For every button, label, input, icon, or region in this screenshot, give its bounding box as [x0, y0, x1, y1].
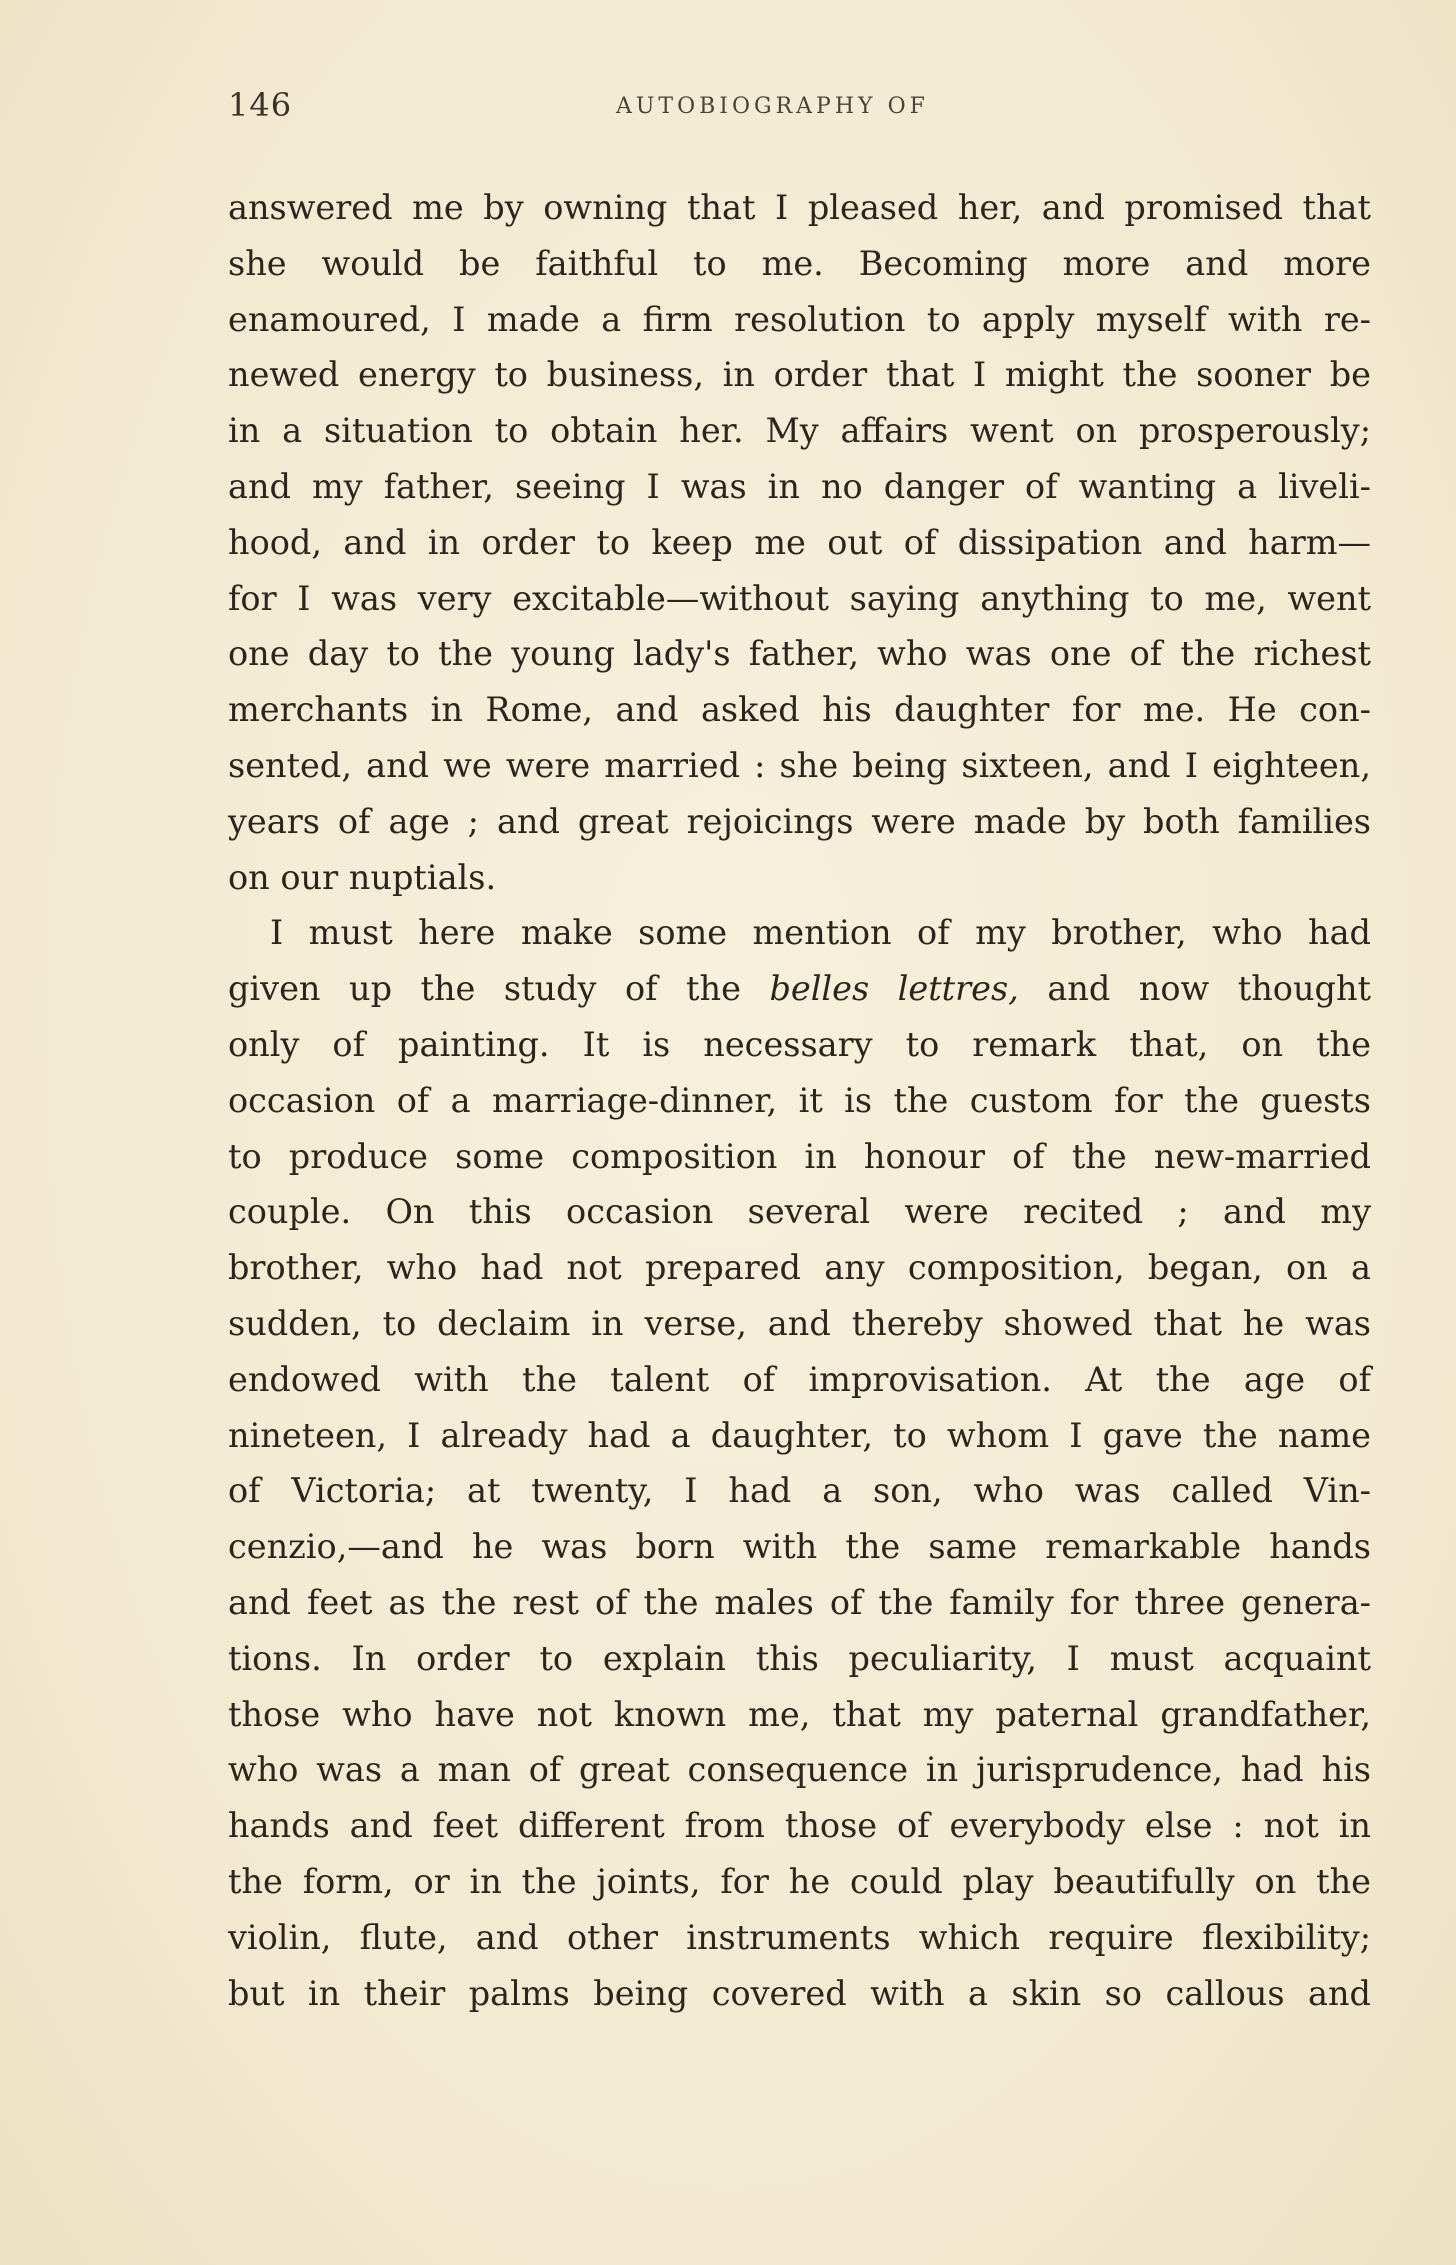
text-segment: given up the study of the — [228, 969, 770, 1009]
text-line: enamoured, I made a firm resolution to apply myself with re- — [228, 299, 1371, 339]
text-line: in a situation to obtain her. My affairs went on prosperously; — [228, 411, 1371, 451]
text-line: to produce some composition in honour of the new-married — [228, 1136, 1371, 1176]
text-line: brother, who had not prepared any composition, began, on a — [228, 1248, 1371, 1288]
text-line: years of age ; and great rejoicings were made by both families — [228, 801, 1371, 841]
paragraph-start-line: I must here make some mention of my brother, who had — [270, 913, 1371, 953]
body-text — [228, 180, 1371, 2021]
text-line: sented, and we were married : she being sixteen, and I eighteen, — [228, 745, 1371, 785]
text-line: merchants in Rome, and asked his daughter for me. He con- — [228, 690, 1371, 730]
text-line: but in their palms being covered with a skin so callous and — [228, 1973, 1371, 2013]
text-line: who was a man of great consequence in jurisprudence, had his — [228, 1750, 1371, 1790]
text-line: she would be faithful to me. Becoming more and more — [228, 243, 1371, 283]
text-line: one day to the young lady's father, who was one of the richest — [228, 634, 1371, 674]
text-line: endowed with the talent of improvisation. At the age of — [228, 1359, 1371, 1399]
text-line: cenzio,—and he was born with the same remarkable hands — [228, 1527, 1371, 1567]
italic-phrase: belles lettres, — [769, 969, 1019, 1009]
running-head — [228, 86, 1368, 126]
text-line: and feet as the rest of the males of the family for three genera- — [228, 1582, 1371, 1622]
text-line: the form, or in the joints, for he could play beautifully on the — [228, 1861, 1371, 1901]
text-segment: and now thought — [1018, 969, 1372, 1009]
text-line: violin, flute, and other instruments which require flexibility; — [228, 1917, 1371, 1957]
text-line: occasion of a marriage-dinner, it is the custom for the guests — [228, 1080, 1371, 1120]
text-line-with-italic — [228, 961, 1371, 1017]
text-line: tions. In order to explain this peculiarity, I must acquaint — [228, 1638, 1371, 1678]
page-number: 146 — [228, 86, 293, 124]
running-head-title: AUTOBIOGRAPHY OF — [616, 94, 929, 119]
text-line: hands and feet different from those of everybody else : not in — [228, 1806, 1371, 1846]
text-line: those who have not known me, that my paternal grandfather, — [228, 1694, 1371, 1734]
text-line: newed energy to business, in order that I might the sooner be — [228, 355, 1371, 395]
text-line: only of painting. It is necessary to remark that, on the — [228, 1024, 1371, 1064]
text-line: for I was very excitable—without saying anything to me, went — [228, 578, 1371, 618]
text-line: couple. On this occasion several were recited ; and my — [228, 1192, 1371, 1232]
text-line: hood, and in order to keep me out of dissipation and harm— — [228, 522, 1371, 562]
paragraph-end-line: on our nuptials. — [228, 857, 497, 897]
text-line: of Victoria; at twenty, I had a son, who was called Vin- — [228, 1471, 1371, 1511]
text-line: and my father, seeing I was in no danger of wanting a liveli- — [228, 466, 1371, 506]
text-line: answered me by owning that I pleased her, and promised that — [228, 188, 1371, 227]
text-line: sudden, to declaim in verse, and thereby showed that he was — [228, 1303, 1371, 1343]
text-line: nineteen, I already had a daughter, to whom I gave the name — [228, 1415, 1371, 1455]
